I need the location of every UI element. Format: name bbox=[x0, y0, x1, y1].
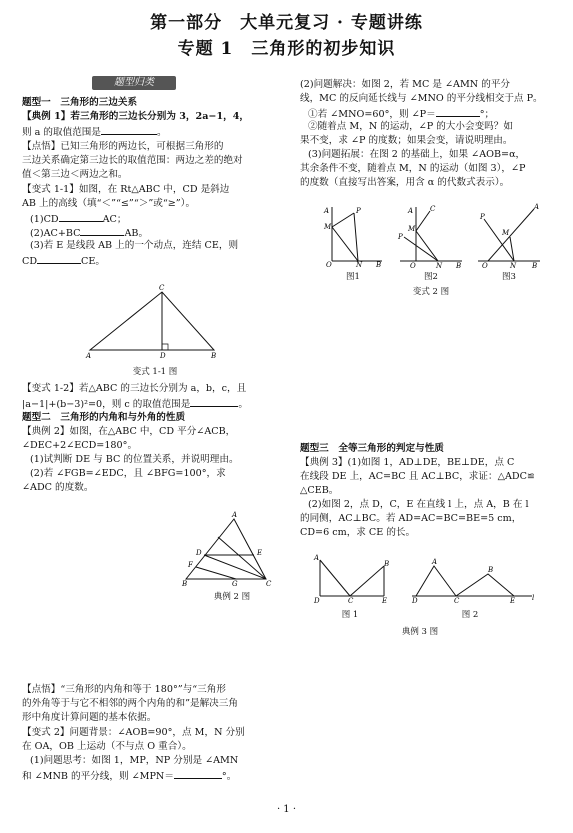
example-3-line: 的同侧，AC⊥BC。若 AD=AC=BC=BE=5 cm， bbox=[300, 513, 522, 524]
variant-1-1-q3-answer: CD CE。 bbox=[22, 253, 105, 269]
variant-1-1-q2: (2)AC+BC AB。 bbox=[30, 225, 148, 241]
variant-2-line: 【变式 2】问题背景：∠AOB=90°，点 M，N 分别 bbox=[22, 727, 245, 738]
example-2-line: ∠DEC+2∠ECD=180°。 bbox=[22, 440, 138, 451]
variant-2-cont-line: (2)问题解决：如图 2，若 MC 是 ∠AMN 的平分 bbox=[300, 79, 511, 90]
svg-text:M: M bbox=[324, 223, 332, 231]
svg-text:A: A bbox=[314, 554, 320, 562]
svg-text:C: C bbox=[454, 597, 460, 605]
svg-text:M: M bbox=[502, 229, 510, 237]
svg-text:E: E bbox=[510, 597, 516, 605]
figure-variant-2-2 bbox=[396, 205, 466, 270]
svg-text:D: D bbox=[160, 352, 166, 360]
figure-variant-2-3 bbox=[474, 203, 544, 270]
variant-1-1-line: AB 上的高线（填“＜”“≤”“＞”或“≥”）。 bbox=[22, 198, 196, 209]
page-number: · 1 · bbox=[276, 804, 297, 815]
example-1-line: 【典例 1】若三角形的三边长分别为 3，2a−1，4， bbox=[22, 111, 249, 122]
example-3-line: CD=6 cm，求 CE 的长。 bbox=[300, 527, 416, 538]
svg-text:B: B bbox=[376, 261, 382, 269]
example-2-line: 【典例 2】如图，在△ABC 中，CD 平分∠ACB， bbox=[22, 426, 236, 437]
svg-text:M: M bbox=[408, 225, 416, 233]
figure-caption: 典例 3 图 bbox=[401, 627, 439, 637]
figure-example-3-1 bbox=[310, 556, 390, 604]
figure-caption: 典例 2 图 bbox=[213, 592, 251, 602]
variant-2-cont-line: (3)问题拓展：在图 2 的基础上，如果 ∠AOB=α， bbox=[308, 149, 526, 160]
variant-1-1-q1: (1)CD AC； bbox=[30, 211, 127, 227]
svg-text:B: B bbox=[182, 580, 188, 588]
section-badge: 题型归类 bbox=[92, 76, 176, 90]
figure-caption: 变式 2 图 bbox=[412, 287, 450, 297]
variant-2-cont-line: 的度数（直接写出答案，用含 α 的代数式表示）。 bbox=[300, 177, 510, 188]
svg-text:B: B bbox=[456, 262, 462, 270]
svg-text:E: E bbox=[257, 549, 263, 557]
section-heading-3: 题型三 全等三角形的判定与性质 bbox=[300, 443, 444, 454]
svg-text:C: C bbox=[159, 284, 165, 292]
section-heading-1: 题型一 三角形的三边关系 bbox=[22, 97, 138, 108]
tip-2-line: 的外角等于与它不相邻的两个内角的和”是解决三角 bbox=[22, 698, 238, 709]
svg-text:N: N bbox=[356, 261, 363, 269]
example-2-line: ∠ADC 的度数。 bbox=[22, 482, 94, 493]
tip-1-line: 三边关系确定第三边长的取值范围：两边之差的绝对 bbox=[22, 155, 243, 166]
svg-text:D: D bbox=[412, 597, 418, 605]
variant-2-line: 和 ∠MNB 的平分线，则 ∠MPN＝ °。 bbox=[22, 768, 236, 784]
svg-text:C: C bbox=[266, 580, 272, 588]
svg-text:N: N bbox=[436, 262, 443, 270]
figure-example-2 bbox=[182, 511, 282, 588]
figure-variant-2-1 bbox=[318, 205, 388, 267]
variant-2-line: (1)问题思考：如图 1，MP，NP 分别是 ∠AMN bbox=[30, 755, 239, 766]
tip-1-line: 值＜第三边＜两边之和。 bbox=[22, 169, 128, 180]
svg-text:F: F bbox=[188, 561, 193, 569]
figure-caption: 变式 1-1 图 bbox=[132, 367, 178, 377]
svg-text:B: B bbox=[532, 262, 538, 270]
svg-text:C: C bbox=[348, 597, 354, 605]
svg-text:O: O bbox=[482, 262, 488, 270]
example-3-line: △CEB。 bbox=[300, 485, 339, 496]
svg-text:C: C bbox=[430, 205, 436, 213]
svg-text:D: D bbox=[314, 597, 320, 605]
svg-text:A: A bbox=[432, 558, 438, 566]
svg-text:A: A bbox=[232, 511, 238, 519]
svg-text:G: G bbox=[232, 580, 238, 588]
variant-2-cont-line: ②随着点 M，N 的运动，∠P 的大小会变吗？如 bbox=[308, 121, 513, 132]
variant-2-cont-line: 线，MC 的反向延长线与 ∠MNO 的平分线相交于点 P。 bbox=[300, 93, 543, 104]
example-3-line: 【典例 3】(1)如图 1，AD⊥DE，BE⊥DE，点 C bbox=[300, 457, 515, 468]
svg-text:O: O bbox=[326, 261, 332, 269]
example-3-line: (2)如图 2，点 D，C，E 在直线 l 上，点 A，B 在 l bbox=[308, 499, 529, 510]
variant-2-cont-line: 果不变，求 ∠P 的度数；如果会变，请说明理由。 bbox=[300, 135, 513, 146]
svg-text:A: A bbox=[408, 207, 414, 215]
variant-1-1-q3: (3)若 E 是线段 AB 上的一个动点，连结 CE，则 bbox=[30, 240, 239, 251]
figure-example-3-2 bbox=[410, 556, 540, 604]
variant-1-1-line: 【变式 1-1】如图，在 Rt△ABC 中，CD 是斜边 bbox=[22, 184, 230, 195]
section-heading-2: 题型二 三角形的内角和与外角的性质 bbox=[22, 412, 186, 423]
example-2-line: (1)试判断 DE 与 BC 的位置关系，并说明理由。 bbox=[30, 454, 239, 465]
tip-2-line: 形中角度计算问题的基本依据。 bbox=[22, 712, 157, 723]
page-subtitle: 专题 1 三角形的初步知识 bbox=[177, 39, 396, 59]
figure-caption: 图3 bbox=[502, 272, 516, 282]
svg-text:O: O bbox=[410, 262, 416, 270]
variant-2-cont-line: 其余条件不变，随着点 M，N 的运动（如图 3），∠P bbox=[300, 163, 526, 174]
figure-caption: 图1 bbox=[346, 272, 360, 282]
svg-text:A: A bbox=[534, 203, 540, 211]
figure-caption: 图 2 bbox=[461, 610, 479, 620]
svg-text:B: B bbox=[384, 560, 390, 568]
variant-1-2-line: |a−1|+(b−3)²=0，则 c 的取值范围是 。 bbox=[22, 396, 248, 412]
variant-1-2-line: 【变式 1-2】若△ABC 的三边长分别为 a，b，c，且 bbox=[22, 383, 247, 394]
svg-text:D: D bbox=[196, 549, 202, 557]
svg-text:l: l bbox=[532, 594, 535, 602]
svg-text:N: N bbox=[510, 262, 517, 270]
example-2-line: (2)若 ∠FGB=∠EDC，且 ∠BFG=100°，求 bbox=[30, 468, 226, 479]
svg-text:P: P bbox=[398, 233, 403, 241]
page-title: 第一部分 大单元复习 · 专题讲练 bbox=[150, 13, 423, 33]
svg-text:E: E bbox=[382, 597, 388, 605]
figure-caption: 图 1 bbox=[341, 610, 359, 620]
figure-caption: 图2 bbox=[424, 272, 438, 282]
svg-text:P: P bbox=[480, 213, 485, 221]
tip-1-line: 【点悟】已知三角形的两边长，可根据三角形的 bbox=[22, 141, 224, 152]
svg-text:B: B bbox=[488, 566, 494, 574]
variant-2-line: 在 OA，OB 上运动（不与点 O 重合）。 bbox=[22, 741, 192, 752]
figure-variant-1-1 bbox=[80, 284, 230, 360]
variant-2-cont-line: ①若 ∠MNO=60°，则 ∠P＝ °； bbox=[308, 106, 494, 122]
example-3-line: 在线段 DE 上，AC=BC 且 AC⊥BC，求证：△ADC≌ bbox=[300, 471, 535, 482]
svg-text:A: A bbox=[86, 352, 92, 360]
example-1-line: 则 a 的取值范围是 。 bbox=[22, 124, 167, 140]
svg-text:A: A bbox=[324, 207, 330, 215]
tip-2-line: 【点悟】“三角形的内角和等于 180°”与“三角形 bbox=[22, 684, 226, 695]
svg-text:B: B bbox=[211, 352, 217, 360]
svg-text:P: P bbox=[356, 207, 361, 215]
